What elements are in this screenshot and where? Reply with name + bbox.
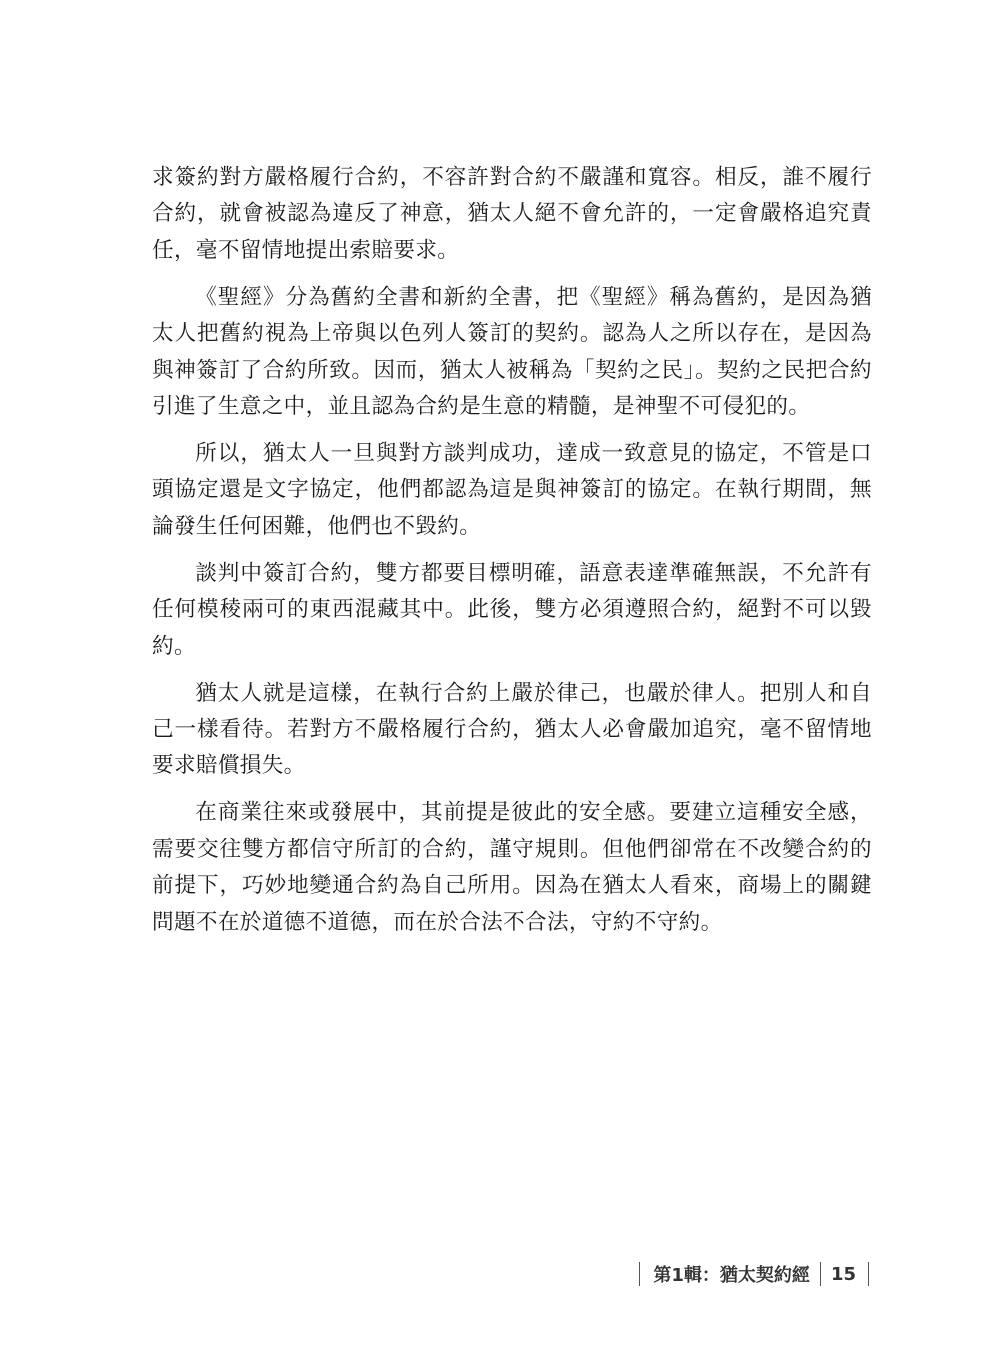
paragraph: 在商業往來或發展中，其前提是彼此的安全感。要建立這種安全感，需要交往雙方都信守所訂的合約，謹守規則。但他們卻常在不改變合約的前提下，巧妙地變通合約為自己所用。因為在猶太人看來，商場上的關鍵問題不在於道德不道德，而在於合法不合法，守約不守約。: [152, 800, 872, 935]
page-footer: [639, 1260, 869, 1288]
footer-divider: [868, 1262, 869, 1286]
page-number: 15: [830, 1263, 856, 1285]
paragraph: 《聖經》分為舊約全書和新約全書，把《聖經》稱為舊約，是因為猶太人把舊約視為上帝與以色列人簽訂的契約。認為人之所以存在，是因為與神簽訂了合約所致。因而，猶太人被稱為「契約之民」。契約之民把合約引進了生意之中，並且認為合約是生意的精髓，是神聖不可侵犯的。: [152, 284, 872, 420]
paragraph: 所以，猶太人一旦與對方談判成功，達成一致意見的協定，不管是口頭協定還是文字協定，他們都認為這是與神簽訂的協定。在執行期間，無論發生任何困難，他們也不毀約。: [152, 441, 872, 539]
footer-chapter-title: 第1輯：猶太契約經: [653, 1265, 810, 1286]
page-body: [152, 160, 872, 941]
paragraph: 談判中簽訂合約，雙方都要目標明確，語意表達準確無誤，不允許有任何模稜兩可的東西混藏其中。此後，雙方必須遵照合約，絕對不可以毀約。: [152, 560, 872, 659]
paragraph: 求簽約對方嚴格履行合約，不容許對合約不嚴謹和寬容。相反，誰不履行合約，就會被認為違反了神意，猶太人絕不會允許的，一定會嚴格追究責任，毫不留情地提出索賠要求。: [152, 165, 872, 263]
paragraph: 猶太人就是這樣，在執行合約上嚴於律己，也嚴於律人。把別人和自己一樣看待。若對方不嚴格履行合約，猶太人必會嚴加追究，毫不留情地要求賠償損失。: [152, 680, 872, 779]
